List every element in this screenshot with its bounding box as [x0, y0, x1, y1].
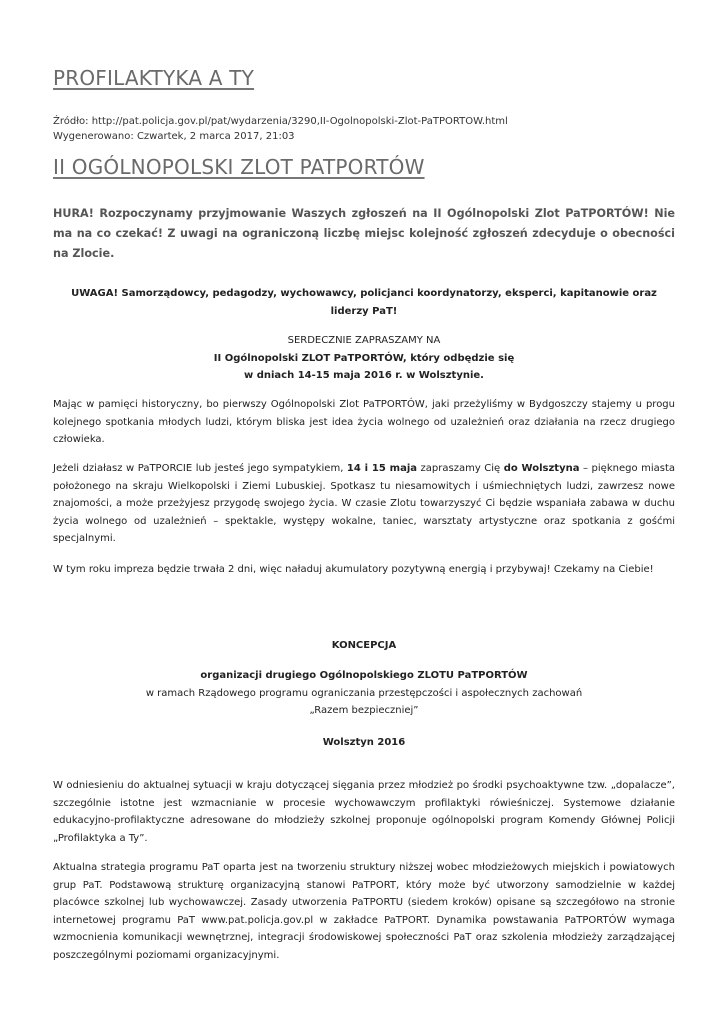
para2-text-a: Jeżeli działasz w PaTPORCIE lub jesteś jego sympatykiem,: [53, 463, 347, 474]
paragraph-duration: W tym roku impreza będzie trwała 2 dni, więc naładuj akumulatory pozytywną energią i przybywaj! Czekamy na Ciebie!: [53, 564, 654, 575]
para2-place: do Wolsztyna: [503, 463, 580, 474]
site-title: PROFILAKTYKA A TY: [53, 66, 255, 90]
concept-place: Wolsztyn 2016: [322, 737, 406, 748]
invite-line-3: w dniach 14-15 maja 2016 r. w Wolsztynie.: [244, 370, 484, 381]
concept-program: w ramach Rządowego programu ograniczania przestępczości i aspołecznych zachowań: [145, 687, 583, 699]
document-meta: [53, 114, 508, 144]
generated-line: Wygenerowano: Czwartek, 2 marca 2017, 21:03: [53, 131, 295, 142]
concept-name: „Razem bezpieczniej”: [309, 705, 419, 716]
paragraph-invitation: [53, 460, 675, 548]
paragraph-strategy: Aktualna strategia programu PaT oparta jest na tworzeniu struktury niższej wobec młodzieżowych miejskich i powiatowych grup PaT. Podstawową strukturę organizacyjną stanowi PaTPORT, który może być utworzony samodzielnie w każdej placówce szkolnej lub wychowawczej. Zasady utworzenia PaTPORTU (siedem kroków) opisane są szczegółowo na stronie internetowej programu PaT www.pat.policja.gov.pl w zakładce PaTPORT. Dynamika powstawania PaTPORTÓW wymaga wzmocnienia komunikacji wewnętrznej, integracji środowiskowej społeczności PaT oraz szkolenia młodzieży zarządzającej poszczególnymi poziomami organizacyjnymi.: [53, 862, 675, 961]
lead-paragraph: HURA! Rozpoczynamy przyjmowanie Waszych zgłoszeń na II Ogólnopolski Zlot PaTPORTÓW! Nie ma na co czekać! Z uwagi na ograniczoną liczbę miejsc kolejność zgłoszeń zdecyduje o obecności na Zlocie.: [53, 207, 675, 260]
para2-text-c: zapraszamy Cię: [417, 463, 504, 474]
article-title: II OGÓLNOPOLSKI ZLOT PATPORTÓW: [53, 155, 425, 179]
concept-subtitle: organizacji drugiego Ogólnopolskiego ZLOTU PaTPORTÓW: [200, 670, 528, 681]
invite-line-2: II Ogólnopolski ZLOT PaTPORTÓW, który odbędzie się: [213, 352, 515, 364]
invite-line-1: SERDECZNIE ZAPRASZAMY NA: [287, 335, 441, 346]
paragraph-context: W odniesieniu do aktualnej sytuacji w kraju dotyczącej sięgania przez młodzież po środki psychoaktywne tzw. „dopalacze”, szczególnie istotne jest wzmacnianie w procesie wychowawczym profilaktyki rówieśniczej. Systemowe działanie edukacyjno-profilaktyczne adresowane do młodzieży szkolnej proponuje ogólnopolski program Komendy Głównej Policji „Profilaktyka a Ty”.: [53, 780, 675, 844]
paragraph-history: Mając w pamięci historyczny, bo pierwszy Ogólnopolski Zlot PaTPORTÓW, jaki przeżyliśmy w Bydgoszczy stajemy u progu kolejnego spotkania młodych ludzi, którym bliska jest idea życia wolnego od uzależnień oraz działania na rzecz drugiego człowieka.: [53, 399, 675, 445]
concept-title: KONCEPCJA: [331, 640, 397, 651]
invitation-block: [53, 332, 675, 385]
source-line: Źródło: http://pat.policja.gov.pl/pat/wydarzenia/3290,II-Ogolnopolski-Zlot-PaTPORTOW.html: [53, 116, 508, 127]
para2-dates: 14 i 15 maja: [346, 463, 417, 474]
para2-text-e: – pięknego miasta położonego na skraju Wielkopolski i Ziemi Lubuskiej. Spotkasz tu niesamowitych i uśmiechniętych ludzi, zawrzesz nowe znajomości, a może przeżyjesz przygodę swojego życia. W czasie Zlotu towarzyszyć Ci będzie wspaniała zabawa w duchu życia wolnego od uzależnień – spektakle, występy wokalne, taniec, warsztaty artystyczne oraz spotkania z gośćmi specjalnymi.: [53, 463, 675, 544]
concept-block: [53, 667, 675, 720]
warning-paragraph: UWAGA! Samorządowcy, pedagodzy, wychowawcy, policjanci koordynatorzy, eksperci, kapitanowie oraz liderzy PaT!: [71, 288, 657, 317]
